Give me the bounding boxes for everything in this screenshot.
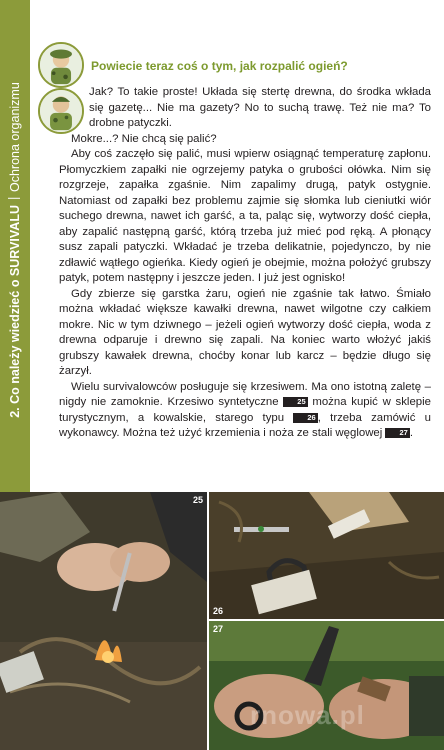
section-title: Ochrona organizmu [8, 82, 22, 192]
sidebar-separator [8, 198, 20, 199]
paragraph: Mokre...? Nie chcą się palić? [71, 132, 217, 145]
paragraph: Jak? To takie proste! Układa się stertę drewna, do środka wkłada się gazetę... Nie ma gazety? No to suchą trawę. Też nie ma? To drobne patyczki. [89, 86, 431, 129]
paragraph-part: , trzeba zamówić u wykonawcy. Można też użyć krzemienia i noża ze stali węglowej [59, 411, 431, 439]
chapter-sidebar [0, 0, 30, 492]
photo-old-flint-steel [209, 492, 444, 619]
paragraph-part: . [409, 427, 413, 439]
photo-number: 27 [213, 624, 224, 634]
photo-ref-badge: 26 [293, 413, 317, 423]
paragraph: Aby coś zaczęło się palić, musi wpierw osiągnąć temperaturę zapłonu. Płomyczkiem zapałki nie ogrzejemy patyka o grubości ołówka. Nim się rozgrzeje, zapałka zgaśnie. Nim zapalimy drugą, patyk ostygnie. Natomiast od zapałki bez problemu zajmie się słomka lub cieniutki wiór suchego drewna, nawet ich garść, a ta, paląc się, wytworzy dość ciepła, aby zapalić następną garść, którą trzeba już mieć pod ręką. A płonący susz zapali patyczki. Wkładać je trzeba delikatnie, pojedynczo, by nie zdławić wątłego ogieńka. Kiedy ogień je obejmie, można położyć grubszy patyk, potem następny i jeszcze jeden. I już jest ognisko! [59, 148, 431, 284]
photo-number: 25 [192, 495, 203, 505]
photo-ref-badge: 27 [385, 428, 409, 438]
photo-ref-badge: 25 [283, 397, 307, 407]
question-heading: Powiecie teraz coś o tym, jak rozpalić ogień? [91, 59, 348, 73]
watermark: rnowa.pl [250, 700, 365, 730]
chapter-sidebar-text [8, 82, 22, 418]
paragraph [59, 380, 431, 442]
photo-number: 26 [213, 606, 224, 616]
paragraph-part: Wielu survivalowców posługuje się krzesiwem. Ma ono istotną zaletę – nigdy nie zamoknie. Krzesiwo syntetyczne [59, 380, 431, 408]
paragraph: Gdy zbierze się garstka żaru, ogień nie zgaśnie tak łatwo. Śmiało można wkładać większe kawałki drewna, nawet wilgotne czy całkiem mokre. Nic w tym dziwnego – jeżeli ogień wytworzy dość ciepła, woda z drewna odparuje i drewno się zapali. Na koniec warto włożyć jakiś grubszy kawałek drewna, choćby konar lub karcz – będzie długo się żarzył. [59, 287, 431, 377]
chapter-title: 2. Co należy wiedzieć o SURVIVALU [8, 204, 22, 418]
paragraph-part: można kupić w sklepie turystycznym, a kowalskie, starego typu [59, 396, 431, 424]
article-body [59, 85, 431, 442]
photo-fire-striker [0, 492, 207, 750]
scout-avatar-icon [38, 42, 84, 88]
